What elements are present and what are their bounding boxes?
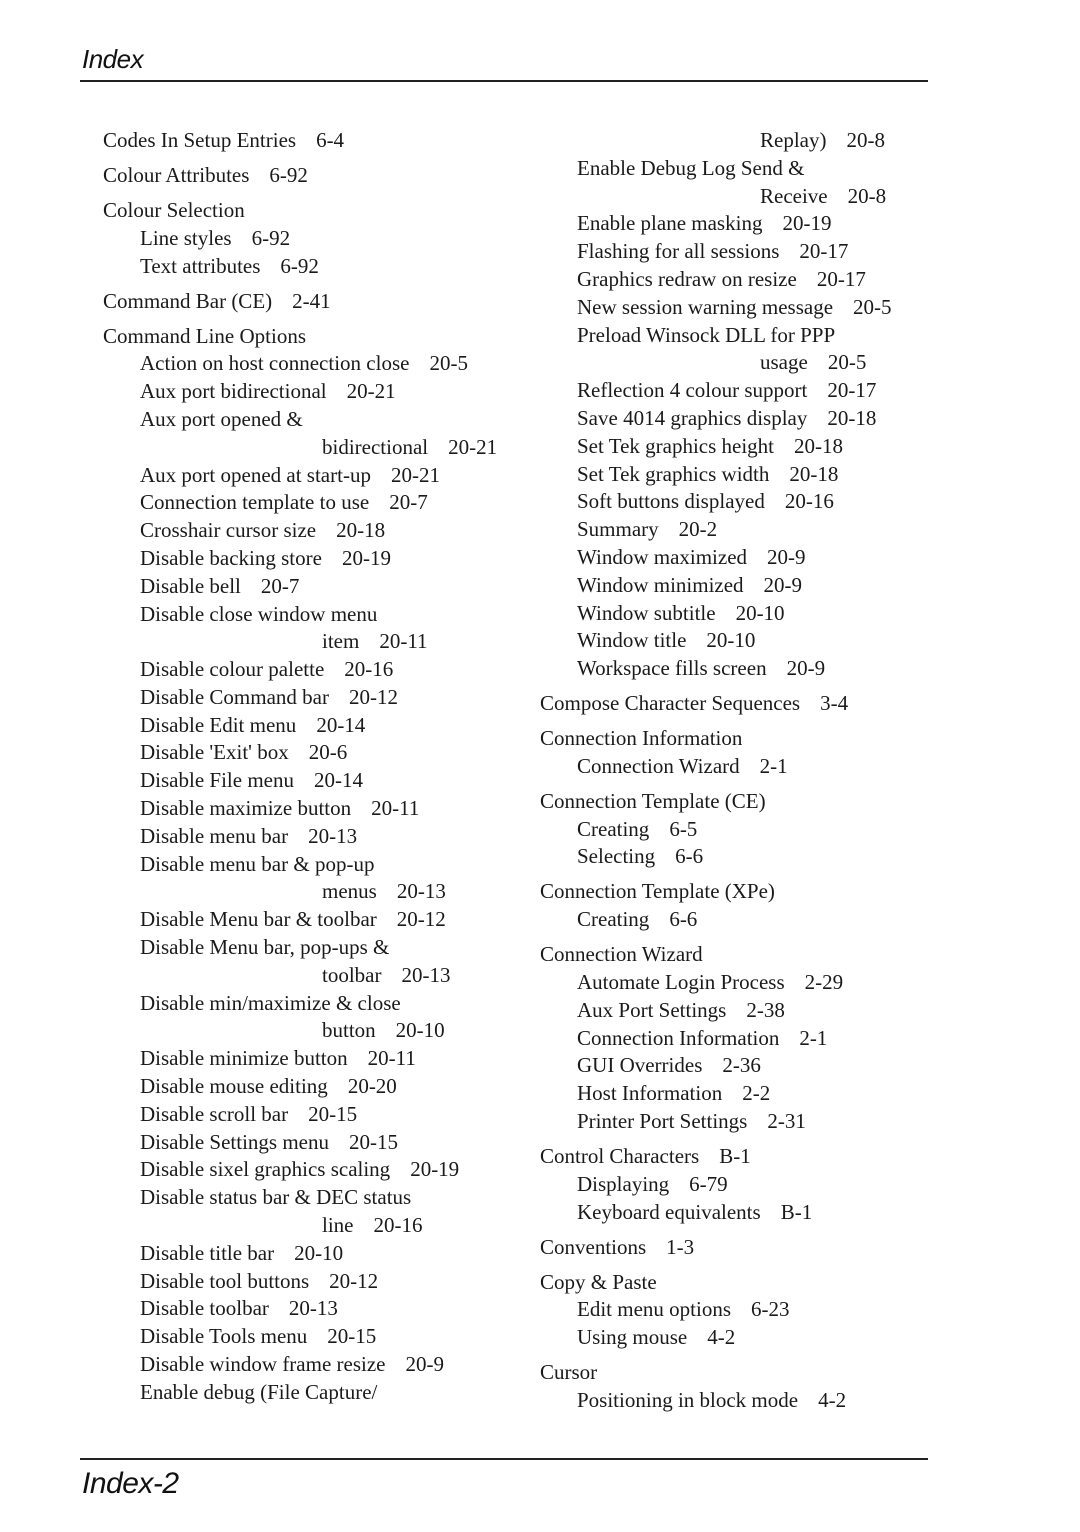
index-subentry xyxy=(103,851,523,879)
index-subentry xyxy=(540,816,940,844)
page-reference[interactable]: 20-15 xyxy=(308,1101,358,1126)
page-reference[interactable]: 20-17 xyxy=(799,239,849,264)
index-entry-continuation xyxy=(103,962,523,990)
entry-text: Codes In Setup Entries xyxy=(103,128,297,152)
page-reference[interactable]: 6-6 xyxy=(675,844,704,869)
index-subentry xyxy=(103,225,523,253)
page-reference[interactable]: 2-1 xyxy=(799,1025,828,1050)
index-subentry xyxy=(103,1045,523,1073)
page-reference[interactable]: 20-13 xyxy=(401,962,451,987)
entry-text: Positioning in block mode xyxy=(577,1387,799,1412)
entry-text: Compose Character Sequences xyxy=(540,691,801,716)
index-subentry xyxy=(540,1324,940,1352)
entry-text: Reflection 4 colour support xyxy=(577,378,808,403)
entry-text: Disable File menu xyxy=(140,768,294,793)
entry-text: New session warning message xyxy=(577,294,834,319)
index-subentry xyxy=(103,378,523,406)
entry-text: Graphics redraw on resize xyxy=(577,266,797,291)
index-subentry xyxy=(540,516,940,544)
index-subentry xyxy=(540,322,940,350)
index-subentry xyxy=(540,843,940,871)
index-subentry xyxy=(103,934,523,962)
index-subentry xyxy=(103,462,523,490)
entry-text: Connection Wizard xyxy=(577,753,740,778)
entry-text: button xyxy=(322,1018,376,1043)
page-reference[interactable]: 20-12 xyxy=(396,907,446,932)
page-reference[interactable]: 20-10 xyxy=(735,600,785,625)
index-column-left xyxy=(103,127,523,1407)
index-subentry xyxy=(540,461,940,489)
entry-text: Replay) xyxy=(760,128,827,152)
index-subentry xyxy=(540,488,940,516)
entry-text: Soft buttons displayed xyxy=(577,489,765,514)
entry-text: Connection Template (XPe) xyxy=(540,879,775,904)
page-reference[interactable]: 20-13 xyxy=(308,823,358,848)
index-subentry xyxy=(540,572,940,600)
entry-text: Host Information xyxy=(577,1081,723,1106)
index-entry-continuation xyxy=(103,628,523,656)
page-reference[interactable]: 20-8 xyxy=(847,183,887,208)
entry-text: Line styles xyxy=(140,225,232,250)
index-subentry xyxy=(540,906,940,934)
entry-text: Disable Command bar xyxy=(140,684,329,709)
page-reference[interactable]: 20-7 xyxy=(260,573,300,598)
index-entry xyxy=(103,162,523,190)
entry-text: Set Tek graphics height xyxy=(577,433,775,458)
entry-text: GUI Overrides xyxy=(577,1053,703,1078)
entry-text: Using mouse xyxy=(577,1325,688,1350)
entry-text: Colour Selection xyxy=(103,197,245,222)
page-reference[interactable]: 4-2 xyxy=(707,1325,736,1350)
entry-text: Disable Menu bar, pop-ups & xyxy=(140,935,390,960)
page-reference[interactable]: 20-13 xyxy=(288,1296,338,1321)
entry-text: Creating xyxy=(577,907,650,932)
entry-text: Disable menu bar & pop-up xyxy=(140,851,375,876)
entry-text: Connection template to use xyxy=(140,490,370,515)
entry-text: Creating xyxy=(577,816,650,841)
entry-text: Disable Settings menu xyxy=(140,1129,329,1154)
entry-text: Printer Port Settings xyxy=(577,1109,748,1134)
index-subentry xyxy=(540,1171,940,1199)
index-subentry xyxy=(103,1101,523,1129)
entry-text: Disable Menu bar & toolbar xyxy=(140,907,377,932)
entry-text: Command Bar (CE) xyxy=(103,288,273,313)
page-reference[interactable]: 20-12 xyxy=(329,1268,379,1293)
entry-text: Enable debug (File Capture/ xyxy=(140,1379,378,1404)
index-subentry xyxy=(540,600,940,628)
page-reference[interactable]: 20-9 xyxy=(767,544,806,569)
entry-text: Disable 'Exit' box xyxy=(140,740,289,765)
entry-text: toolbar xyxy=(322,962,382,987)
entry-text: Disable mouse editing xyxy=(140,1074,328,1099)
index-subentry xyxy=(540,1108,940,1136)
index-subentry xyxy=(103,795,523,823)
entry-text: Disable toolbar xyxy=(140,1296,269,1321)
index-subentry xyxy=(540,969,940,997)
entry-text: Aux port opened & xyxy=(140,406,303,431)
index-entry-continuation xyxy=(103,878,523,906)
entry-text: Disable tool buttons xyxy=(140,1268,310,1293)
page-reference[interactable]: 6-5 xyxy=(669,816,698,841)
entry-text: Disable title bar xyxy=(140,1240,275,1265)
page-reference[interactable]: 20-12 xyxy=(348,684,398,709)
entry-text: Command Line Options xyxy=(103,323,306,348)
page-reference[interactable]: 1-3 xyxy=(666,1234,695,1259)
page-reference[interactable]: 20-14 xyxy=(316,712,366,737)
page-header-title: Index xyxy=(82,44,144,74)
index-subentry xyxy=(540,1080,940,1108)
page-reference[interactable]: 2-41 xyxy=(292,288,331,313)
index-subentry xyxy=(540,997,940,1025)
entry-text: Connection Information xyxy=(577,1025,780,1050)
page-reference[interactable]: 20-6 xyxy=(308,740,348,765)
entry-text: Connection Template (CE) xyxy=(540,788,766,813)
entry-text: Set Tek graphics width xyxy=(577,461,770,486)
index-subentry xyxy=(103,906,523,934)
entry-text: Window maximized xyxy=(577,544,748,569)
entry-text: Disable colour palette xyxy=(140,657,325,682)
index-subentry xyxy=(540,655,940,683)
entry-text: Selecting xyxy=(577,844,656,869)
entry-text: Text attributes xyxy=(140,253,261,278)
index-subentry xyxy=(103,1268,523,1296)
entry-text: Window subtitle xyxy=(577,600,716,625)
page-reference[interactable]: 20-18 xyxy=(794,433,844,458)
page-reference[interactable]: 20-19 xyxy=(782,211,832,236)
page-reference[interactable]: 20-9 xyxy=(763,572,803,597)
index-subentry xyxy=(540,544,940,572)
index-subentry xyxy=(540,405,940,433)
page-reference[interactable]: 20-2 xyxy=(678,517,718,542)
index-subentry xyxy=(103,1351,523,1379)
page-reference[interactable]: 20-15 xyxy=(327,1324,377,1349)
entry-text: Enable Debug Log Send & xyxy=(577,155,805,180)
entry-text: item xyxy=(322,629,360,654)
index-entry-continuation xyxy=(103,1017,523,1045)
index-subentry xyxy=(103,1129,523,1157)
index-entry xyxy=(103,323,523,351)
page-reference[interactable]: 20-11 xyxy=(371,796,420,821)
page-reference[interactable]: 20-20 xyxy=(347,1074,397,1099)
index-subentry xyxy=(103,1184,523,1212)
page-reference[interactable]: 20-18 xyxy=(827,405,877,430)
footer-divider xyxy=(80,1458,928,1460)
index-subentry xyxy=(103,1379,523,1407)
entry-text: Summary xyxy=(577,517,659,542)
entry-text: Disable menu bar xyxy=(140,823,289,848)
index-subentry xyxy=(540,155,940,183)
entry-text: Edit menu options xyxy=(577,1297,731,1322)
page-reference[interactable]: 20-10 xyxy=(395,1018,445,1043)
page-reference[interactable]: 20-9 xyxy=(405,1352,444,1377)
page-number: Index-2 xyxy=(82,1467,179,1500)
entry-text: Disable window frame resize xyxy=(140,1352,386,1377)
page-reference[interactable]: 2-38 xyxy=(746,997,785,1022)
index-entry xyxy=(540,1269,940,1297)
page-reference[interactable]: 20-18 xyxy=(336,518,386,543)
index-subentry xyxy=(540,238,940,266)
page-reference[interactable]: 20-17 xyxy=(816,266,866,291)
entry-text: Disable Tools menu xyxy=(140,1324,308,1349)
index-subentry xyxy=(103,489,523,517)
entry-text: Crosshair cursor size xyxy=(140,518,317,543)
entry-text: Displaying xyxy=(577,1171,670,1196)
entry-text: bidirectional xyxy=(322,434,429,459)
page-reference[interactable]: 20-11 xyxy=(367,1046,416,1071)
page-reference[interactable]: 20-13 xyxy=(396,879,446,904)
index-subentry xyxy=(540,753,940,781)
page-reference[interactable]: 2-31 xyxy=(767,1109,806,1134)
entry-text: Cursor xyxy=(540,1360,598,1385)
entry-text: Disable scroll bar xyxy=(140,1101,289,1126)
index-subentry xyxy=(103,1156,523,1184)
entry-text: Enable plane masking xyxy=(577,211,763,236)
index-entry xyxy=(103,197,523,225)
entry-text: Disable Edit menu xyxy=(140,712,297,737)
index-entry xyxy=(103,288,523,316)
index-entry-continuation xyxy=(540,349,940,377)
entry-text: Connection Information xyxy=(540,726,743,751)
index-subentry xyxy=(103,406,523,434)
index-subentry xyxy=(103,1240,523,1268)
entry-text: menus xyxy=(322,879,377,904)
index-subentry xyxy=(103,990,523,1018)
entry-text: Disable maximize button xyxy=(140,796,352,821)
page-reference[interactable]: 6-92 xyxy=(251,225,291,250)
page-reference[interactable]: 20-14 xyxy=(313,768,363,793)
entry-text: Preload Winsock DLL for PPP xyxy=(577,322,836,347)
index-subentry xyxy=(103,601,523,629)
index-subentry xyxy=(540,1052,940,1080)
index-entry xyxy=(540,1234,940,1262)
entry-text: Disable min/maximize & close xyxy=(140,990,401,1015)
entry-text: Keyboard equivalents xyxy=(577,1199,761,1224)
entry-text: Disable sixel graphics scaling xyxy=(140,1157,391,1182)
page-reference[interactable]: 20-21 xyxy=(448,434,498,459)
index-entry xyxy=(540,941,940,969)
index-subentry xyxy=(103,573,523,601)
page-reference[interactable]: 6-92 xyxy=(280,253,319,278)
index-subentry xyxy=(103,545,523,573)
entry-text: Connection Wizard xyxy=(540,942,703,967)
index-entry-continuation xyxy=(103,434,523,462)
page-reference[interactable]: 20-7 xyxy=(389,490,428,515)
page-reference[interactable]: B-1 xyxy=(780,1199,813,1224)
index-subentry xyxy=(103,767,523,795)
page-reference[interactable]: 2-2 xyxy=(742,1081,771,1106)
index-subentry xyxy=(540,1387,940,1415)
index-entry xyxy=(540,1359,940,1387)
index-subentry xyxy=(103,350,523,378)
index-subentry xyxy=(540,210,940,238)
index-entry xyxy=(540,788,940,816)
index-column-right xyxy=(540,127,940,1415)
page-reference[interactable]: 20-10 xyxy=(294,1240,344,1265)
entry-text: Disable status bar & DEC status xyxy=(140,1185,412,1210)
entry-text: Workspace fills screen xyxy=(577,656,767,681)
index-subentry xyxy=(103,823,523,851)
entry-text: Conventions xyxy=(540,1234,647,1259)
index-subentry xyxy=(103,1073,523,1101)
entry-text: Control Characters xyxy=(540,1144,700,1169)
entry-text: Disable minimize button xyxy=(140,1046,348,1071)
page-reference[interactable]: 2-29 xyxy=(804,970,844,995)
page-reference[interactable]: 20-18 xyxy=(789,461,839,486)
index-entry xyxy=(103,127,523,155)
page-reference[interactable]: 20-21 xyxy=(390,462,440,487)
index-subentry xyxy=(103,253,523,281)
page-reference[interactable]: 6-23 xyxy=(751,1297,790,1322)
index-subentry xyxy=(540,294,940,322)
page-reference[interactable]: 20-5 xyxy=(429,351,468,376)
entry-text: Receive xyxy=(760,183,828,208)
index-subentry xyxy=(540,1296,940,1324)
page-reference[interactable]: 6-6 xyxy=(669,907,698,932)
page-reference[interactable]: 20-15 xyxy=(348,1129,398,1154)
entry-text: Window minimized xyxy=(577,572,744,597)
entry-text: Colour Attributes xyxy=(103,162,250,187)
index-subentry xyxy=(540,377,940,405)
entry-text: usage xyxy=(760,350,808,375)
index-entry xyxy=(540,1143,940,1171)
entry-text: Disable bell xyxy=(140,573,241,598)
index-entry-continuation xyxy=(540,183,940,211)
page-reference[interactable]: 20-9 xyxy=(786,656,826,681)
index-subentry xyxy=(103,712,523,740)
page-reference[interactable]: 20-5 xyxy=(827,350,867,375)
index-subentry xyxy=(103,1295,523,1323)
header-divider xyxy=(80,80,928,82)
entry-text: Window title xyxy=(577,628,687,653)
entry-text: Disable close window menu xyxy=(140,601,378,626)
page-reference[interactable]: 2-1 xyxy=(759,753,788,778)
index-subentry xyxy=(103,739,523,767)
index-entry-continuation xyxy=(540,127,940,155)
page-reference[interactable]: 20-16 xyxy=(784,489,834,514)
page-reference[interactable]: 20-19 xyxy=(410,1157,460,1182)
page-reference[interactable]: B-1 xyxy=(719,1144,751,1169)
page-reference[interactable]: 20-10 xyxy=(706,628,756,653)
page-reference[interactable]: 20-16 xyxy=(373,1213,423,1238)
page-reference[interactable]: 20-5 xyxy=(853,294,892,319)
entry-text: Disable backing store xyxy=(140,545,322,570)
page-reference[interactable]: 20-11 xyxy=(379,629,428,654)
index-subentry xyxy=(540,266,940,294)
index-entry xyxy=(540,725,940,753)
index-subentry xyxy=(103,656,523,684)
page-reference[interactable]: 4-2 xyxy=(818,1387,847,1412)
page-reference[interactable]: 6-92 xyxy=(269,162,308,187)
entry-text: Save 4014 graphics display xyxy=(577,405,808,430)
index-subentry xyxy=(103,684,523,712)
page-reference[interactable]: 20-17 xyxy=(827,378,877,403)
page-reference[interactable]: 20-19 xyxy=(341,545,391,570)
index-entry-continuation xyxy=(103,1212,523,1240)
page-reference[interactable]: 2-36 xyxy=(722,1053,761,1078)
page-reference[interactable]: 20-16 xyxy=(344,657,394,682)
index-subentry xyxy=(540,1025,940,1053)
page-reference[interactable]: 3-4 xyxy=(820,691,849,716)
entry-text: Flashing for all sessions xyxy=(577,239,780,264)
index-subentry xyxy=(103,1323,523,1351)
index-entry xyxy=(540,690,940,718)
entry-text: Action on host connection close xyxy=(140,351,410,376)
entry-text: Aux port opened at start-up xyxy=(140,462,371,487)
index-subentry xyxy=(540,627,940,655)
entry-text: Automate Login Process xyxy=(577,970,785,995)
entry-text: Aux port bidirectional xyxy=(140,379,327,404)
page-reference[interactable]: 20-8 xyxy=(846,128,885,152)
page-reference[interactable]: 20-21 xyxy=(346,379,396,404)
index-subentry xyxy=(103,517,523,545)
entry-text: Copy & Paste xyxy=(540,1269,657,1294)
entry-text: line xyxy=(322,1213,354,1238)
page-reference[interactable]: 6-79 xyxy=(689,1171,728,1196)
index-subentry xyxy=(540,433,940,461)
index-subentry xyxy=(540,1199,940,1227)
page-reference[interactable]: 6-4 xyxy=(316,128,345,152)
index-entry xyxy=(540,878,940,906)
entry-text: Aux Port Settings xyxy=(577,997,727,1022)
